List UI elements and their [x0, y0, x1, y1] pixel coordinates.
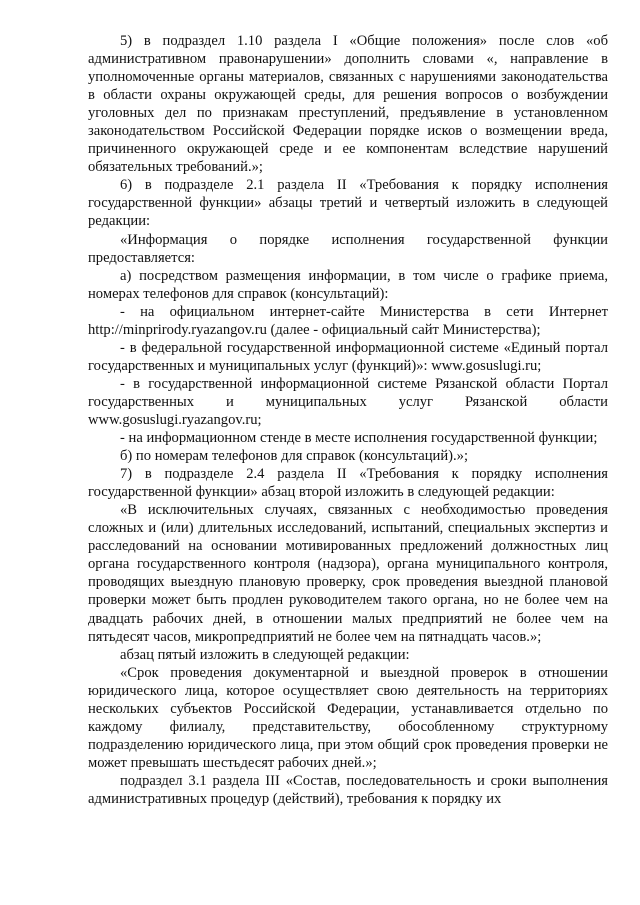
- paragraph-regional-portal: - в государственной информационной системе Рязанской области Портал государственных и муниципальных услуг Рязанской области www.gosuslugi.ryazangov.ru;: [88, 375, 608, 428]
- paragraph-federal-portal: - в федеральной государственной информационной системе «Единый портал государственных и муниципальных услуг (функций)»: www.gosuslugi.ru;: [88, 339, 608, 374]
- paragraph-item-7: 7) в подразделе 2.4 раздела II «Требования к порядку исполнения государственной функции» абзац второй изложить в следующей редакции:: [88, 466, 608, 501]
- document-page: [88, 32, 608, 808]
- paragraph-subitem-a: а) посредством размещения информации, в том числе о графике приема, номерах телефонов для справок (консультаций):: [88, 267, 608, 302]
- paragraph-fifth-intro: абзац пятый изложить в следующей редакции:: [120, 646, 410, 663]
- paragraph-exceptional-cases: «В исключительных случаях, связанных с необходимостью проведения сложных и (или) длительных исследований, испытаний, специальных экспертиз и расследований на основании мотивированных предложений должностных лиц органа государственного контроля (надзора), органа муниципального контроля, проводящих выездную плановую проверку, срок проведения выездной плановой проверки может быть продлен руководителем такого органа, но не более чем на двадцать рабочих дней, в отношении малых предприятий не более чем на пятьдесят часов, микропредприятий не более чем на пятнадцать часов.»;: [88, 502, 608, 645]
- paragraph-subitem-b: б) по номерам телефонов для справок (консультаций).»;: [120, 448, 468, 465]
- paragraph-info-intro: «Информация о порядке исполнения государственной функции предоставляется:: [88, 231, 608, 266]
- paragraph-inspection-term: «Срок проведения документарной и выездной проверок в отношении юридического лица, которое осуществляет свою деятельность на территориях нескольких субъектов Российской Федерации, устанавливается отдельно по каждому филиалу, представительству, обособленному структурному подразделению юридического лица, при этом общий срок проведения проверки не может превышать шестьдесят рабочих дней.»;: [88, 664, 608, 771]
- paragraph-official-site: - на официальном интернет-сайте Министерства в сети Интернет http://minprirody.ryazangov.ru (далее - официальный сайт Министерства);: [88, 303, 608, 338]
- paragraph-section-3-1: подраздел 3.1 раздела III «Состав, последовательность и сроки выполнения административных процедур (действий), требования к порядку их: [88, 772, 608, 807]
- paragraph-item-6: 6) в подразделе 2.1 раздела II «Требования к порядку исполнения государственной функции» абзацы третий и четвертый изложить в следующей редакции:: [88, 177, 608, 230]
- paragraph-item-5: 5) в подраздел 1.10 раздела I «Общие положения» после слов «об административном правонарушении» дополнить словами «, направление в уполномоченные органы материалов, связанных с нарушениями законодательства в области охраны окружающей среды, для решения вопросов о возбуждении уголовных дел по признакам преступлений, предъявление в установленном законодательством Российской Федерации порядке исков о возмещении вреда, причиненного окружающей среде и ее компонентам вследствие нарушений обязательных требований.»;: [88, 33, 608, 176]
- paragraph-info-stand: - на информационном стенде в месте исполнения государственной функции;: [120, 430, 598, 447]
